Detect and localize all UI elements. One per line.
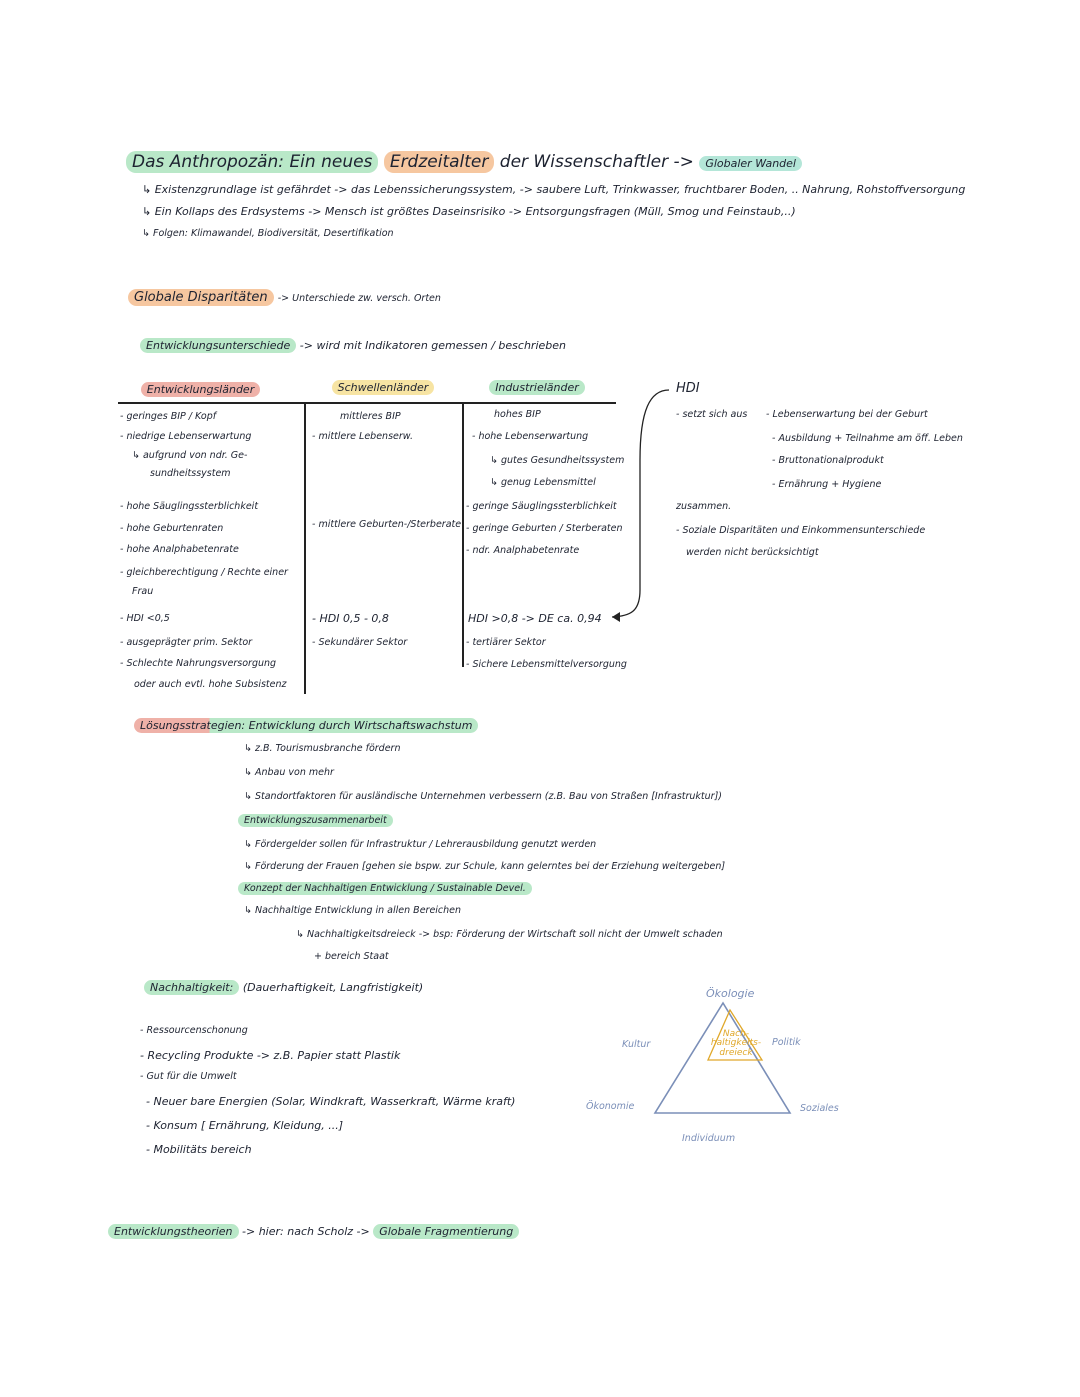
- solution-line: ↳ Anbau von mehr: [244, 767, 334, 778]
- hdi-title: HDI: [676, 381, 700, 396]
- solutions-heading: Lösungsstrategien: Entwicklung durch Wirtschaftswachstum: [134, 720, 478, 732]
- sustainability-item: - Mobilitäts bereich: [146, 1143, 252, 1156]
- title-highlight: Erdzeitalter: [384, 151, 495, 173]
- dev-header: Entwicklungsländer: [138, 384, 263, 396]
- list-item: - Schlechte Nahrungsversorgung: [120, 658, 277, 669]
- sustainability-item: - Ressourcenschonung: [140, 1025, 248, 1036]
- list-item: - geringes BIP / Kopf: [120, 411, 217, 422]
- solution-line: ↳ Nachhaltige Entwicklung in allen Bereichen: [244, 905, 462, 916]
- title-tag: Globaler Wandel: [699, 156, 802, 171]
- disparities-heading: Globale Disparitäten -> Unterschiede zw. versch. Orten: [128, 291, 441, 305]
- intro-line: ↳ Existenzgrundlage ist gefährdet -> das Lebenssicherungssystem, -> saubere Luft, Trinkwasser, fruchtbarer Boden, .. Nahrung, Rohstoffversorgung: [142, 183, 966, 196]
- list-item: - mittlere Lebenserw.: [312, 431, 413, 442]
- list-item: - mittlere Geburten-/Sterberate: [312, 519, 462, 530]
- list-item: Frau: [132, 586, 154, 597]
- list-item: - HDI 0,5 - 0,8: [312, 612, 389, 625]
- emerging-header: Schwellenländer: [318, 382, 448, 394]
- solution-line: ↳ Förderung der Frauen [gehen sie bspw. zur Schule, kann gelerntes bei der Erziehung weitergeben]: [244, 861, 726, 872]
- list-item: hohes BIP: [494, 409, 541, 420]
- solution-line: ↳ Nachhaltigkeitsdreieck -> bsp: Förderung der Wirtschaft soll nicht der Umwelt schaden: [296, 929, 723, 940]
- sustainability-item: - Recycling Produkte -> z.B. Papier statt Plastik: [140, 1049, 401, 1062]
- solution-line: + bereich Staat: [314, 951, 389, 962]
- solution-line: ↳ Standortfaktoren für ausländische Unternehmen verbessern (z.B. Bau von Straßen [Infrastruktur]): [244, 791, 722, 802]
- solution-subheading: Entwicklungszusammenarbeit: [238, 816, 393, 826]
- hdi-item: - Ernährung + Hygiene: [772, 479, 882, 490]
- sustainability-item: - Konsum [ Ernährung, Kleidung, ...]: [146, 1119, 344, 1132]
- arrow-head: [612, 612, 620, 622]
- intro-line: ↳ Ein Kollaps des Erdsystems -> Mensch ist größtes Daseinsrisiko -> Entsorgungsfragen (Müll, Smog und Feinstaub,..): [142, 205, 796, 218]
- list-item: - hohe Lebenserwartung: [472, 431, 589, 442]
- list-item: oder auch evtl. hohe Subsistenz: [134, 679, 287, 690]
- triangle-bottom-left: Ökonomie: [586, 1101, 635, 1112]
- list-item: - gleichberechtigung / Rechte einer: [120, 567, 288, 578]
- industrial-header: Industrieländer: [472, 382, 602, 394]
- intro-line: ↳ Folgen: Klimawandel, Biodiversität, Desertifikation: [142, 228, 394, 239]
- disparities-subheading: Entwicklungsunterschiede -> wird mit Indikatoren gemessen / beschrieben: [140, 340, 566, 352]
- list-item: - Sichere Lebensmittelversorgung: [466, 659, 627, 670]
- list-item: - ausgeprägter prim. Sektor: [120, 637, 253, 648]
- list-item: - hohe Geburtenraten: [120, 523, 224, 534]
- hdi-note: werden nicht berücksichtigt: [686, 547, 819, 558]
- footer-line: Entwicklungstheorien -> hier: nach Scholz -> Globale Fragmentierung: [108, 1226, 519, 1238]
- hdi-item: - Ausbildung + Teilnahme am öff. Leben: [772, 433, 963, 444]
- list-item: mittleres BIP: [340, 411, 401, 422]
- triangle-left: Kultur: [622, 1039, 651, 1050]
- list-item: - tertiärer Sektor: [466, 637, 546, 648]
- hdi-arrow: [612, 390, 669, 617]
- hdi-note: - Soziale Disparitäten und Einkommensunterschiede: [676, 525, 926, 536]
- title-rest: der Wissenschaftler ->: [499, 152, 694, 172]
- triangle-bottom: Individuum: [682, 1133, 736, 1144]
- hdi-item: - Lebenserwartung bei der Geburt: [766, 409, 928, 420]
- hdi-together: zusammen.: [676, 501, 732, 512]
- solution-line: ↳ z.B. Tourismusbranche fördern: [244, 743, 401, 754]
- list-item: ↳ aufgrund von ndr. Ge-: [132, 450, 248, 461]
- list-item: - hohe Säuglingssterblichkeit: [120, 501, 259, 512]
- list-item: sundheitssystem: [150, 468, 231, 479]
- list-item: ↳ genug Lebensmittel: [490, 477, 596, 488]
- solution-line: ↳ Fördergelder sollen für Infrastruktur / Lehrerausbildung genutzt werden: [244, 839, 597, 850]
- title-main: Das Anthropozän: Ein neues: [126, 151, 378, 173]
- sustainability-item: - Gut für die Umwelt: [140, 1071, 237, 1082]
- sustainability-heading: Nachhaltigkeit: (Dauerhaftigkeit, Langfristigkeit): [144, 982, 423, 994]
- solution-subheading: Konzept der Nachhaltigen Entwicklung / Sustainable Devel.: [238, 884, 532, 894]
- list-item: - geringe Säuglingssterblichkeit: [466, 501, 617, 512]
- sustainability-item: - Neuer bare Energien (Solar, Windkraft, Wasserkraft, Wärme kraft): [146, 1095, 516, 1108]
- list-item: HDI >0,8 -> DE ca. 0,94: [468, 612, 602, 625]
- list-item: - niedrige Lebenserwartung: [120, 431, 252, 442]
- triangle-right: Politik: [772, 1037, 801, 1048]
- list-item: - ndr. Analphabetenrate: [466, 545, 580, 556]
- triangle-bottom-right: Soziales: [800, 1103, 839, 1114]
- list-item: - HDI <0,5: [120, 613, 170, 624]
- triangle-top: Ökologie: [706, 987, 755, 1000]
- hdi-item: - Bruttonationalprodukt: [772, 455, 884, 466]
- list-item: ↳ gutes Gesundheitssystem: [490, 455, 625, 466]
- list-item: - hohe Analphabetenrate: [120, 544, 239, 555]
- list-item: - Sekundärer Sektor: [312, 637, 408, 648]
- triangle-center: Nach- haltigkeits- dreieck: [710, 1029, 762, 1058]
- list-item: - geringe Geburten / Sterberaten: [466, 523, 623, 534]
- hdi-left: - setzt sich aus: [676, 409, 748, 420]
